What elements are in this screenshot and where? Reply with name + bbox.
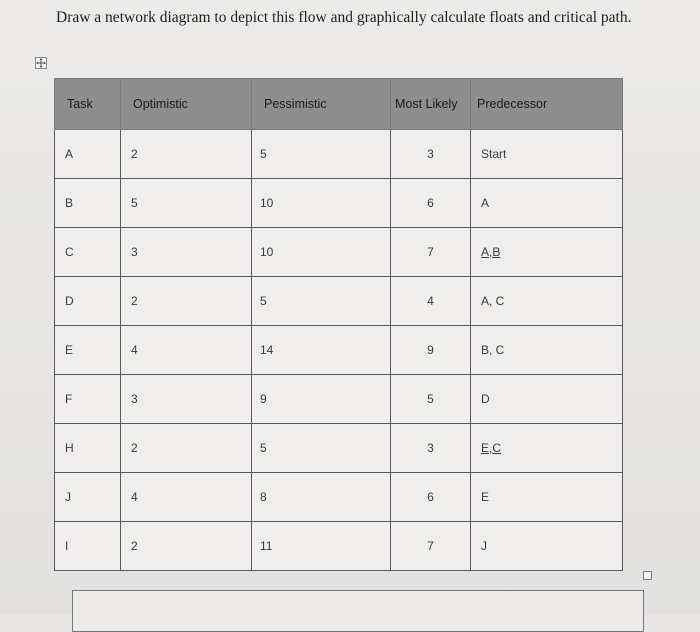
table-move-handle-icon[interactable]	[35, 57, 47, 69]
question-text: Draw a network diagram to depict this flow and graphically calculate floats and critical path.	[56, 9, 632, 26]
cell-pessimistic[interactable]: 9	[252, 375, 391, 424]
next-text-box[interactable]	[72, 590, 644, 632]
cell-predecessor[interactable]: E,C	[471, 424, 623, 473]
cell-most-likely[interactable]: 6	[391, 473, 471, 522]
cell-pessimistic[interactable]: 5	[252, 130, 391, 179]
cell-task[interactable]: B	[55, 179, 121, 228]
header-optimistic: Optimistic	[121, 79, 252, 130]
cell-most-likely[interactable]: 4	[391, 277, 471, 326]
cell-optimistic[interactable]: 2	[121, 522, 252, 571]
cell-predecessor[interactable]: D	[471, 375, 623, 424]
cell-most-likely[interactable]: 9	[391, 326, 471, 375]
header-predecessor: Predecessor	[471, 79, 623, 130]
cell-predecessor[interactable]: A, C	[471, 277, 623, 326]
cell-most-likely[interactable]: 7	[391, 228, 471, 277]
cell-predecessor[interactable]: A,B	[471, 228, 623, 277]
cell-most-likely[interactable]: 3	[391, 424, 471, 473]
cell-pessimistic[interactable]: 5	[252, 277, 391, 326]
task-estimate-table	[54, 78, 623, 571]
cell-predecessor[interactable]: B, C	[471, 326, 623, 375]
header-most-likely: Most Likely	[391, 79, 471, 130]
cell-pessimistic[interactable]: 8	[252, 473, 391, 522]
cell-task[interactable]: H	[55, 424, 121, 473]
cell-task[interactable]: F	[55, 375, 121, 424]
cell-predecessor[interactable]: Start	[471, 130, 623, 179]
table-row	[55, 424, 623, 473]
cell-optimistic[interactable]: 3	[121, 375, 252, 424]
cell-optimistic[interactable]: 3	[121, 228, 252, 277]
cell-predecessor[interactable]: E	[471, 473, 623, 522]
cell-pessimistic[interactable]: 11	[252, 522, 391, 571]
cell-predecessor[interactable]: J	[471, 522, 623, 571]
table-row	[55, 130, 623, 179]
cell-most-likely[interactable]: 7	[391, 522, 471, 571]
table-header-row	[55, 79, 623, 130]
cell-pessimistic[interactable]: 10	[252, 228, 391, 277]
cell-task[interactable]: I	[55, 522, 121, 571]
table-row	[55, 179, 623, 228]
cell-task[interactable]: E	[55, 326, 121, 375]
table-row	[55, 473, 623, 522]
cell-task[interactable]: A	[55, 130, 121, 179]
table-row	[55, 375, 623, 424]
table-row	[55, 326, 623, 375]
cell-pessimistic[interactable]: 10	[252, 179, 391, 228]
table-row	[55, 277, 623, 326]
table-row	[55, 522, 623, 571]
header-pessimistic: Pessimistic	[252, 79, 391, 130]
cell-optimistic[interactable]: 2	[121, 277, 252, 326]
cell-pessimistic[interactable]: 14	[252, 326, 391, 375]
cell-optimistic[interactable]: 5	[121, 179, 252, 228]
header-task: Task	[55, 79, 121, 130]
cell-pessimistic[interactable]: 5	[252, 424, 391, 473]
cell-task[interactable]: J	[55, 473, 121, 522]
cell-optimistic[interactable]: 4	[121, 326, 252, 375]
cell-most-likely[interactable]: 3	[391, 130, 471, 179]
cell-task[interactable]: D	[55, 277, 121, 326]
cell-most-likely[interactable]: 5	[391, 375, 471, 424]
cell-optimistic[interactable]: 2	[121, 130, 252, 179]
cell-task[interactable]: C	[55, 228, 121, 277]
table-row	[55, 228, 623, 277]
table-resize-handle-icon[interactable]	[643, 571, 652, 580]
cell-optimistic[interactable]: 2	[121, 424, 252, 473]
cell-predecessor[interactable]: A	[471, 179, 623, 228]
cell-most-likely[interactable]: 6	[391, 179, 471, 228]
cell-optimistic[interactable]: 4	[121, 473, 252, 522]
